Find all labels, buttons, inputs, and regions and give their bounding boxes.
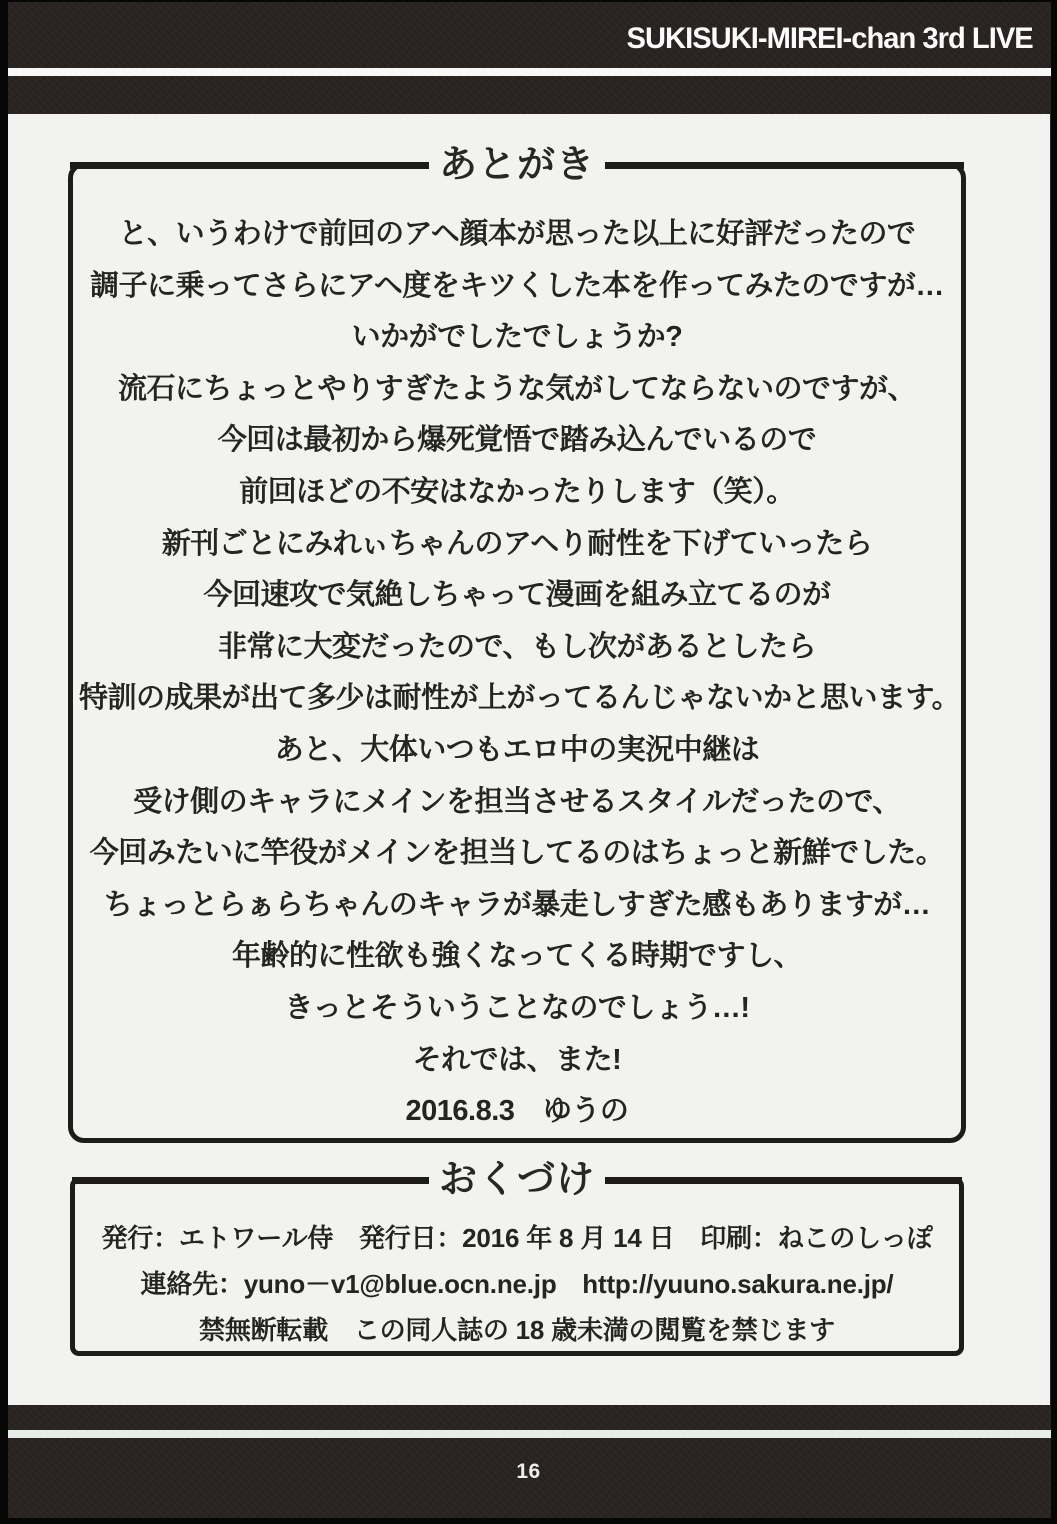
colophon-notice-line: 禁無断転載 この同人誌の 18 歳未満の閲覧を禁じます	[199, 1315, 835, 1345]
heading-rule-left	[70, 162, 429, 169]
heading-rule-right	[605, 162, 964, 169]
afterword-line: 特訓の成果が出て多少は耐性が上がってるんじゃないかと思います。	[79, 682, 961, 715]
colophon-box	[70, 1159, 964, 1356]
afterword-line: 非常に大変だったので、もし次があるとしたら	[218, 630, 816, 663]
afterword-line: 受け側のキャラにメインを担当させるスタイルだったので、	[133, 785, 901, 818]
afterword-line: きっとそういうことなのでしょう…!	[284, 991, 750, 1024]
colophon-heading	[72, 1157, 962, 1203]
afterword-line: 前回ほどの不安はなかったりします（笑）。	[239, 475, 795, 508]
afterword-heading	[70, 142, 964, 188]
heading-rule-left	[72, 1177, 429, 1184]
page-body	[8, 114, 1050, 1405]
afterword-line: ちょっとらぁらちゃんのキャラが暴走しすぎた感もありますが…	[103, 888, 931, 921]
afterword-line: 新刊ごとにみれぃちゃんのアヘり耐性を下げていったら	[161, 527, 873, 560]
afterword-line: いかがでしたでしょうか?	[351, 321, 683, 354]
afterword-line: 年齢的に性欲も強くなってくる時期ですし、	[231, 940, 802, 973]
afterword-text	[79, 209, 961, 1138]
afterword-line: 今回みたいに竿役がメインを担当してるのはちょっと新鮮でした。	[89, 837, 945, 870]
afterword-line: あと、大体いつもエロ中の実況中継は	[274, 733, 760, 766]
afterword-line: 調子に乗ってさらにアヘ度をキツくした本を作ってみたのですが…	[90, 269, 944, 302]
colophon-title: おくづけ	[429, 1157, 605, 1203]
book-title: SUKISUKI-MIREI-chan 3rd LIVE	[626, 22, 1033, 55]
afterword-line: 今回速攻で気絶しちゃって漫画を組み立てるのが	[203, 579, 831, 612]
afterword-title: あとがき	[429, 142, 605, 188]
colophon-text	[81, 1215, 953, 1353]
footer-divider-line	[8, 1430, 1051, 1438]
colophon-contact-line: 連絡先：yuno－v1@blue.ocn.ne.jp http://yuuno.sakura.ne.jp/	[140, 1269, 894, 1299]
afterword-box	[68, 144, 966, 1143]
afterword-line: 今回は最初から爆死覚悟で踏み込んでいるので	[217, 424, 817, 457]
heading-rule-right	[605, 1177, 962, 1184]
afterword-signature-line: 2016.8.3 ゆうの	[405, 1095, 629, 1128]
afterword-line: と、いうわけで前回のアヘ顔本が思った以上に好評だったので	[118, 218, 916, 250]
page-number: 16	[516, 1460, 541, 1483]
colophon-publisher-line: 発行：エトワール侍 発行日：2016 年 8 月 14 日 印刷：ねこのしっぽ	[101, 1223, 933, 1253]
afterword-line: それでは、また!	[412, 1043, 622, 1076]
afterword-line: 流石にちょっとやりすぎたような気がしてならないのですが、	[117, 372, 916, 405]
header-divider-line	[8, 68, 1051, 76]
